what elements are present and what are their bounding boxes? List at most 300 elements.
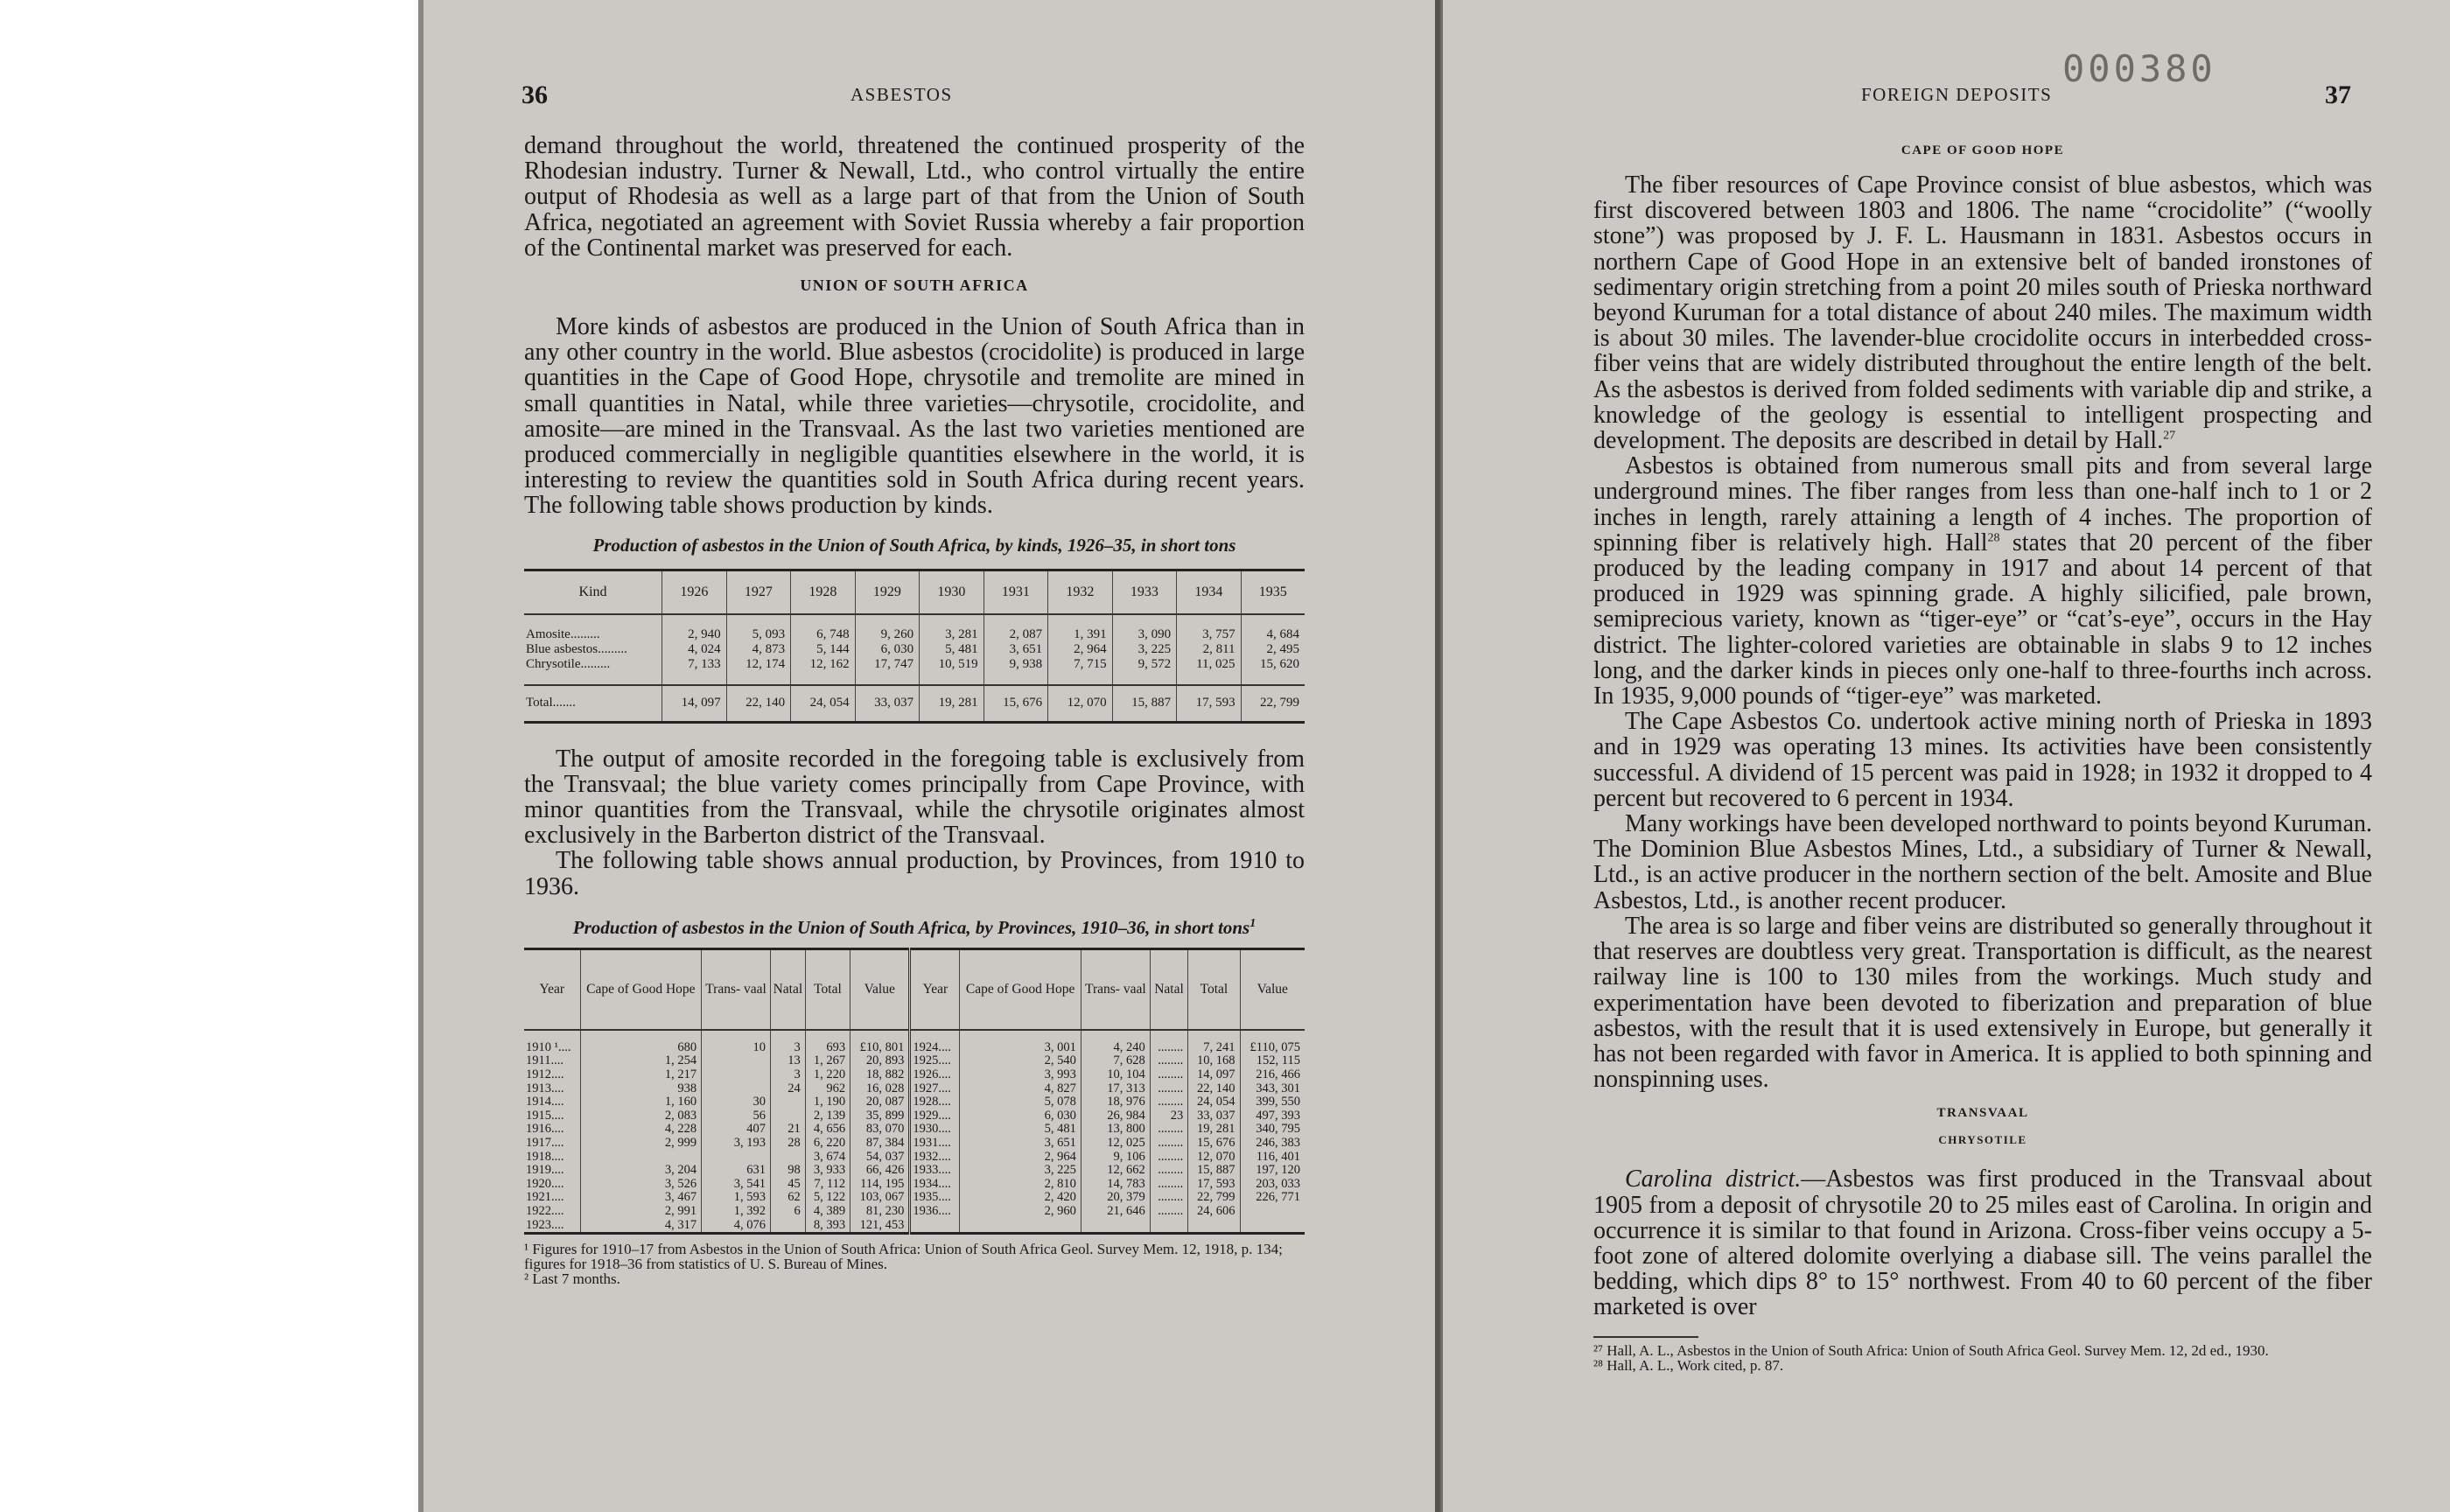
table-cell xyxy=(771,1110,806,1124)
t1-total-label: Total....... xyxy=(524,685,662,723)
table-cell: 17, 747 xyxy=(855,657,920,672)
table-cell xyxy=(702,1068,771,1082)
footnote: ²⁷ Hall, A. L., Asbestos in the Union of South Africa: Union of South Africa Geol. Survey Mem. 12, 2d ed., 1930. xyxy=(1593,1341,2269,1359)
t1-spacer-cell xyxy=(1112,614,1177,627)
table-cell xyxy=(1188,1219,1240,1234)
table-cell: 2, 991 xyxy=(580,1205,701,1219)
table-cell: ........ xyxy=(1150,1137,1187,1151)
table-row xyxy=(524,1219,1305,1234)
table-cell: 1924.... xyxy=(910,1041,960,1055)
table-cell: 45 xyxy=(771,1178,806,1192)
table-cell: £110, 075 xyxy=(1250,1040,1300,1054)
t1-spacer-cell xyxy=(726,614,791,627)
table-cell: 1, 267 xyxy=(805,1054,850,1068)
t1-spacer-cell xyxy=(524,672,662,685)
table-cell: ........ xyxy=(1150,1123,1187,1137)
paragraph-cape-2b: states that 20 percent of the fiber produced by the leading company in 1917 and about 14 percent of that produced in 1929 was spinning grade. A highly silicified, pale brown, semiprecious variety, known as “tiger-eye” or “cat’s-eye”, occurs in the Hay district. The lighter-colored varieties are obtainable in slabs 9 to 12 inches long, and the darker kinds in pieces only one-half to three-fourths inch across. In 1935, 9,000 pounds of “tiger-eye” was marketed. xyxy=(1593,528,2373,710)
table-row xyxy=(524,1191,1305,1205)
table-cell: 16, 028 xyxy=(850,1082,910,1096)
table-cell: 21 xyxy=(771,1123,806,1137)
table-cell: 4, 317 xyxy=(580,1219,701,1234)
paragraph-amosite: The output of amosite recorded in the foregoing table is exclusively from the Transvaal; the blue variety comes principally from Cape Province, with minor quantities from the Transvaal, while the chrysotile originates almost exclusively in the Barberton district of the Transvaal. xyxy=(524,745,1305,850)
table-cell: 343, 301 xyxy=(1256,1081,1300,1096)
table-cell: 103, 067 xyxy=(850,1191,910,1205)
t2-header: Year xyxy=(524,948,580,1030)
table-cell: 9, 106 xyxy=(1081,1151,1150,1165)
table-cell: 14, 097 xyxy=(662,685,727,723)
page-number: 37 xyxy=(2325,80,2351,109)
table-cell xyxy=(771,1096,806,1110)
paragraph-cape-4: Many workings have been developed northward to points beyond Kuruman. The Dominion Blue Asbestos Mines, Ltd., a subsidiary of Turner & Newall, Ltd., is an active producer in the northern section of the belt. Amosite and Blue Asbestos, Ltd., is another recent producer. xyxy=(1593,810,2372,914)
table-cell: 15, 676 xyxy=(984,685,1048,723)
table-row xyxy=(524,1123,1305,1137)
t2-spacer-cell xyxy=(1188,1030,1240,1041)
table-cell xyxy=(771,1219,806,1234)
t2-header: Total xyxy=(805,948,850,1030)
t1-header-year: 1927 xyxy=(726,570,791,614)
table-cell: 54, 037 xyxy=(850,1151,910,1165)
table-cell: 81, 230 xyxy=(850,1205,910,1219)
table-cell: 26, 984 xyxy=(1081,1110,1150,1124)
table-cell: 407 xyxy=(702,1123,771,1137)
left-page xyxy=(418,0,1435,1512)
table-cell: 197, 120 xyxy=(1256,1163,1300,1178)
table-cell: ........ xyxy=(1150,1164,1187,1178)
footnote: ¹ Figures for 1910–17 from Asbestos in the Union of South Africa: Union of South Africa Geol. Survey Mem. 12, 1918, p. 134; figures for 1918–36 from statistics of U. S. Bureau of Mines. xyxy=(524,1241,1283,1273)
t2-header: Total xyxy=(1188,948,1240,1030)
table-cell: 21, 646 xyxy=(1081,1205,1150,1219)
table-cell: 3, 674 xyxy=(805,1151,850,1165)
table-cell: 121, 453 xyxy=(850,1219,910,1234)
table-cell: 2, 999 xyxy=(580,1137,701,1151)
table-cell: 14, 783 xyxy=(1081,1178,1150,1192)
table-cell: ........ xyxy=(1150,1205,1187,1219)
table-cell: 5, 078 xyxy=(960,1096,1081,1110)
heading-chrysotile: CHRYSOTILE xyxy=(1938,1133,2027,1147)
table-cell xyxy=(910,1219,960,1234)
table-row xyxy=(524,642,1305,657)
table2-caption xyxy=(559,917,1270,939)
table-cell: 2, 540 xyxy=(960,1054,1081,1068)
t1-spacer-cell xyxy=(791,614,856,627)
paragraph-cape-2 xyxy=(1593,453,2372,709)
table-cell: 24, 606 xyxy=(1188,1205,1240,1219)
table-cell: 4, 024 xyxy=(662,642,727,657)
right-page xyxy=(1440,0,2450,1512)
table-cell: 7, 133 xyxy=(662,657,727,672)
table-cell: 24, 054 xyxy=(791,685,856,723)
table-cell: 4, 240 xyxy=(1081,1041,1150,1055)
t1-spacer-cell xyxy=(1177,614,1242,627)
t2-spacer-cell xyxy=(524,1030,580,1041)
table-cell: 1934.... xyxy=(910,1178,960,1192)
production-by-provinces-table xyxy=(524,948,1305,1235)
t1-row-label: Chrysotile......... xyxy=(524,657,662,672)
t1-spacer-row xyxy=(524,614,1305,627)
table-cell xyxy=(702,1082,771,1096)
table-cell: 2, 964 xyxy=(960,1151,1081,1165)
table-cell: 1, 391 xyxy=(1048,627,1113,642)
t1-spacer-cell xyxy=(524,614,662,627)
table-cell: 1923.... xyxy=(524,1219,580,1234)
table-cell xyxy=(580,1151,701,1165)
t2-spacer-cell xyxy=(771,1030,806,1041)
table-cell: 152, 115 xyxy=(1256,1054,1300,1068)
table-cell: 1, 190 xyxy=(805,1096,850,1110)
table-cell: 6, 030 xyxy=(855,642,920,657)
table-row xyxy=(524,1082,1305,1096)
table-cell: 9, 938 xyxy=(984,657,1048,672)
t2-spacer-row xyxy=(524,1030,1305,1041)
t1-header-year: 1934 xyxy=(1177,570,1242,614)
heading-cape-of-good-hope: CAPE OF GOOD HOPE xyxy=(1900,144,2065,158)
table-cell: 12, 162 xyxy=(791,657,856,672)
paragraph-cape-1 xyxy=(1593,172,2372,453)
table-cell: 5, 122 xyxy=(805,1191,850,1205)
table-cell: 1915.... xyxy=(524,1110,580,1124)
table-cell: 4, 873 xyxy=(726,642,791,657)
table-cell: 1930.... xyxy=(910,1123,960,1137)
t1-spacer-cell xyxy=(1177,672,1242,685)
table-cell: 1929.... xyxy=(910,1110,960,1124)
table-cell: 1910 ¹.... xyxy=(524,1041,580,1055)
heading-transvaal: TRANSVAAL xyxy=(1936,1106,2029,1121)
t2-spacer-cell xyxy=(580,1030,701,1041)
table-cell: 33, 037 xyxy=(855,685,920,723)
table-cell: 1, 254 xyxy=(580,1054,701,1068)
production-by-kinds-table xyxy=(524,569,1305,724)
table-cell: 15, 887 xyxy=(1112,685,1177,723)
t2-spacer-cell xyxy=(850,1030,910,1041)
table-cell xyxy=(960,1219,1081,1234)
t2-header: Value xyxy=(850,948,910,1030)
table-cell: 6, 748 xyxy=(791,627,856,642)
paragraph-cape-3: The Cape Asbestos Co. undertook active mining north of Prieska in 1893 and in 1929 was operating 13 mines. Its activities have been consistently successful. A dividend of 15 percent was paid in 1928; in 1932 it dropped to 4 percent but recovered to 6 percent in 1934. xyxy=(1593,708,2372,812)
table-cell: 4, 228 xyxy=(580,1123,701,1137)
table-cell: ........ xyxy=(1150,1041,1187,1055)
table-cell xyxy=(771,1151,806,1165)
table-cell: 1918.... xyxy=(524,1151,580,1165)
table-cell: 2, 810 xyxy=(960,1178,1081,1192)
t1-row-label: Amosite......... xyxy=(524,627,662,642)
table-cell: 62 xyxy=(771,1191,806,1205)
table-row xyxy=(524,1041,1305,1055)
table-cell: 399, 550 xyxy=(1256,1095,1300,1110)
table-cell: 19, 281 xyxy=(920,685,984,723)
table-cell: 5, 144 xyxy=(791,642,856,657)
table-cell: 6 xyxy=(771,1205,806,1219)
table1-caption: Production of asbestos in the Union of South Africa, by kinds, 1926–35, in short tons xyxy=(592,534,1236,556)
table-cell: 20, 379 xyxy=(1081,1191,1150,1205)
t1-header-year: 1929 xyxy=(855,570,920,614)
table-row xyxy=(524,1178,1305,1192)
right-footnotes xyxy=(1593,1343,2372,1373)
table-cell: 962 xyxy=(805,1082,850,1096)
table-cell: 12, 662 xyxy=(1081,1164,1150,1178)
table-cell: 1, 220 xyxy=(805,1068,850,1082)
table-cell: 3, 526 xyxy=(580,1178,701,1192)
t1-row-label: Blue asbestos......... xyxy=(524,642,662,657)
table-cell: 3 xyxy=(771,1068,806,1082)
table-cell: 246, 383 xyxy=(1256,1136,1300,1151)
t2-header: Cape of Good Hope xyxy=(960,948,1081,1030)
t1-header-year: 1935 xyxy=(1241,570,1305,614)
table-cell: 3, 933 xyxy=(805,1164,850,1178)
t2-spacer-cell xyxy=(1150,1030,1187,1041)
table2-caption-text: Production of asbestos in the Union of South Africa, by Provinces, 1910–36, in short tons xyxy=(572,916,1250,938)
t2-header: Cape of Good Hope xyxy=(580,948,701,1030)
t1-header-year: 1930 xyxy=(920,570,984,614)
t1-spacer-cell xyxy=(984,672,1048,685)
table-cell: 10 xyxy=(702,1041,771,1055)
t1-spacer-cell xyxy=(662,614,727,627)
table-cell: 1917.... xyxy=(524,1137,580,1151)
table-cell: 631 xyxy=(702,1164,771,1178)
table-cell: 7, 628 xyxy=(1081,1054,1150,1068)
table-cell: 2, 139 xyxy=(805,1110,850,1124)
table-cell: 3, 541 xyxy=(702,1178,771,1192)
page-number: 36 xyxy=(522,80,548,109)
table-cell: 22, 140 xyxy=(1188,1082,1240,1096)
table-cell: 22, 140 xyxy=(726,685,791,723)
table-cell: ........ xyxy=(1150,1068,1187,1082)
table-cell: 1927.... xyxy=(910,1082,960,1096)
paragraph-carolina xyxy=(1593,1166,2372,1320)
table-cell: 4, 656 xyxy=(805,1123,850,1137)
t1-header-year: 1933 xyxy=(1112,570,1177,614)
table-cell: 12, 070 xyxy=(1188,1151,1240,1165)
table-cell: 14, 097 xyxy=(1188,1068,1240,1082)
table-cell: 7, 241 xyxy=(1188,1041,1240,1055)
table-cell: 497, 393 xyxy=(1256,1108,1300,1123)
table-cell: 1911.... xyxy=(524,1054,580,1068)
table2-caption-note: 1 xyxy=(1250,916,1256,930)
table-cell: 3, 090 xyxy=(1112,627,1177,642)
t1-spacer-row xyxy=(524,672,1305,685)
table-cell: 1922.... xyxy=(524,1205,580,1219)
table-cell: 19, 281 xyxy=(1188,1123,1240,1137)
table-cell: 23 xyxy=(1150,1110,1187,1124)
table-cell: 680 xyxy=(580,1041,701,1055)
t2-header: Natal xyxy=(1150,948,1187,1030)
table-cell: 1931.... xyxy=(910,1137,960,1151)
table-cell: 1914.... xyxy=(524,1096,580,1110)
t2-spacer-cell xyxy=(960,1030,1081,1041)
table-cell: 18, 882 xyxy=(850,1068,910,1082)
table-cell: 3, 651 xyxy=(960,1137,1081,1151)
footnote-rule xyxy=(1593,1336,1698,1338)
table-cell xyxy=(1081,1219,1150,1234)
table-cell: 5, 093 xyxy=(726,627,791,642)
t1-header-year: 1928 xyxy=(791,570,856,614)
t1-spacer-cell xyxy=(1241,614,1305,627)
t1-spacer-cell xyxy=(1048,614,1113,627)
t2-header: Trans- vaal xyxy=(1081,948,1150,1030)
left-footnotes xyxy=(524,1242,1305,1286)
table-cell: 87, 384 xyxy=(850,1137,910,1151)
table-cell: 12, 025 xyxy=(1081,1137,1150,1151)
table-cell: 13, 800 xyxy=(1081,1123,1150,1137)
table-cell: ........ xyxy=(1150,1191,1187,1205)
t2-header: Value xyxy=(1240,948,1305,1030)
table-cell: 3, 993 xyxy=(960,1068,1081,1082)
table-cell: 1919.... xyxy=(524,1164,580,1178)
table-cell: 33, 037 xyxy=(1188,1110,1240,1124)
table-cell: 17, 593 xyxy=(1188,1178,1240,1192)
table-cell: 24, 054 xyxy=(1188,1096,1240,1110)
t1-spacer-cell xyxy=(855,672,920,685)
table-cell: 6, 220 xyxy=(805,1137,850,1151)
table-cell xyxy=(702,1151,771,1165)
t2-spacer-cell xyxy=(910,1030,960,1041)
t1-header-year: 1932 xyxy=(1048,570,1113,614)
table-cell: 3, 757 xyxy=(1177,627,1242,642)
paragraph-carolina-text: —Asbestos was first produced in the Transvaal about 1905 from a deposit of chrysotile 20 to 25 miles east of Carolina. In origin and occurrence it is similar to that found in Arizona. Cross-fiber veins occupy a 5-foot zone of altered dolomite overlying a diabase sill. The veins parallel the bedding, which dips 8° to 15° northwest. From 40 to 60 percent of the fiber marketed is over xyxy=(1593,1166,2372,1321)
t1-header-year: 1926 xyxy=(662,570,727,614)
table-cell: 17, 593 xyxy=(1177,685,1242,723)
table-cell: 1, 392 xyxy=(702,1205,771,1219)
table-cell: 2, 495 xyxy=(1266,641,1299,656)
paragraph-provinces: The following table shows annual production, by Provinces, from 1910 to 1936. xyxy=(524,847,1305,900)
table-cell: 22, 799 xyxy=(1188,1191,1240,1205)
right-text-column xyxy=(1593,144,2372,1373)
table-cell xyxy=(1150,1219,1187,1234)
table-cell: 3, 225 xyxy=(960,1164,1081,1178)
table-cell: 693 xyxy=(805,1041,850,1055)
table-row xyxy=(524,1054,1305,1068)
table-cell: 10, 168 xyxy=(1188,1054,1240,1068)
table-cell: 1928.... xyxy=(910,1096,960,1110)
table-cell: 2, 964 xyxy=(1048,642,1113,657)
table-cell: 3 xyxy=(771,1041,806,1055)
table-cell: 1933.... xyxy=(910,1164,960,1178)
table-cell: 17, 313 xyxy=(1081,1082,1150,1096)
table-cell: ........ xyxy=(1150,1151,1187,1165)
table-cell: 15, 676 xyxy=(1188,1137,1240,1151)
t1-spacer-cell xyxy=(1048,672,1113,685)
t2-spacer-cell xyxy=(805,1030,850,1041)
t2-header: Year xyxy=(910,948,960,1030)
table-cell: 116, 401 xyxy=(1256,1149,1300,1164)
table-cell xyxy=(1240,1205,1305,1219)
table-cell: 15, 620 xyxy=(1260,656,1299,671)
table-cell: 98 xyxy=(771,1164,806,1178)
t1-spacer-cell xyxy=(662,672,727,685)
table-cell: 66, 426 xyxy=(850,1164,910,1178)
table-row xyxy=(524,1096,1305,1110)
table-cell: ........ xyxy=(1150,1082,1187,1096)
table-cell xyxy=(702,1054,771,1068)
table-cell: 1920.... xyxy=(524,1178,580,1192)
table-row-total xyxy=(524,685,1305,723)
table-cell: 22, 799 xyxy=(1241,685,1305,723)
footnote: ²⁸ Hall, A. L., Work cited, p. 87. xyxy=(1593,1356,1784,1374)
table-cell: 1913.... xyxy=(524,1082,580,1096)
table-cell: 9, 572 xyxy=(1112,657,1177,672)
t2-spacer-cell xyxy=(1081,1030,1150,1041)
table-row xyxy=(524,1205,1305,1219)
table-cell: 28 xyxy=(771,1137,806,1151)
t1-spacer-cell xyxy=(920,614,984,627)
table-cell: 24 xyxy=(771,1082,806,1096)
t1-spacer-cell xyxy=(791,672,856,685)
table-cell: 1925.... xyxy=(910,1054,960,1068)
table-cell: 4, 827 xyxy=(960,1082,1081,1096)
t2-spacer-cell xyxy=(1240,1030,1305,1041)
t1-header-kind: Kind xyxy=(524,570,662,614)
table-cell: 3, 651 xyxy=(984,642,1048,657)
table-cell: 10, 104 xyxy=(1081,1068,1150,1082)
table-row xyxy=(524,1068,1305,1082)
table-cell: 1916.... xyxy=(524,1123,580,1137)
table-cell: 11, 025 xyxy=(1177,657,1242,672)
table-cell: 203, 033 xyxy=(1256,1176,1300,1191)
t1-spacer-cell xyxy=(984,614,1048,627)
table-cell: 5, 481 xyxy=(920,642,984,657)
carolina-lead: Carolina district. xyxy=(1625,1166,1802,1194)
table-cell: 15, 887 xyxy=(1188,1164,1240,1178)
table-cell: 114, 195 xyxy=(850,1178,910,1192)
paragraph-kinds: More kinds of asbestos are produced in the Union of South Africa than in any other country in the world. Blue asbestos (crocidolite) is produced in large quantities in the Cape of Good Hope, chrysotile and tremolite are mined in small quantities in Natal, while three varieties—chrysotile, crocidolite, and amosite—are mined in the Transvaal. As the last two varieties mentioned are produced commercially in negligible quantities elsewhere in the world, it is interesting to review the quantities sold in South Africa during recent years. The following table shows production by kinds. xyxy=(524,313,1305,520)
table-cell: 1935.... xyxy=(910,1191,960,1205)
table-cell: 4, 389 xyxy=(805,1205,850,1219)
table-cell: 56 xyxy=(702,1110,771,1124)
table-cell: 1912.... xyxy=(524,1068,580,1082)
t1-spacer-cell xyxy=(855,614,920,627)
table-cell: 1, 160 xyxy=(580,1096,701,1110)
table-row xyxy=(524,1151,1305,1165)
table-cell: 3, 467 xyxy=(580,1191,701,1205)
section-heading-union: UNION OF SOUTH AFRICA xyxy=(800,276,1029,295)
table-cell: 13 xyxy=(771,1054,806,1068)
t2-header: Natal xyxy=(771,948,806,1030)
table-cell: 3, 193 xyxy=(702,1137,771,1151)
table-cell: 226, 771 xyxy=(1256,1190,1300,1205)
running-head: FOREIGN DEPOSITS xyxy=(1861,84,2053,105)
table-cell: 2, 960 xyxy=(960,1205,1081,1219)
t1-header-year: 1931 xyxy=(984,570,1048,614)
paragraph-cape-2a: Asbestos is obtained from numerous small pits and from several large underground mines. The fiber ranges from less than one-half inch to 1 or 2 inches in length, rarely attaining a length of 4 inches. The proportion of spinning fiber is relatively high. Hall xyxy=(1593,452,2372,556)
table-cell: 1921.... xyxy=(524,1191,580,1205)
table-cell: ........ xyxy=(1150,1178,1187,1192)
table-cell: 2, 083 xyxy=(580,1110,701,1124)
table-cell: 5, 481 xyxy=(960,1123,1081,1137)
table-row xyxy=(524,1164,1305,1178)
table-cell: 1936.... xyxy=(910,1205,960,1219)
table-cell: 1, 593 xyxy=(702,1191,771,1205)
paragraph-cape-5: The area is so large and fiber veins are distributed so generally throughout it that reserves are doubtless very great. Transportation is difficult, as the nearest railway line is 100 to 130 miles from the workings. Much study and experimentation have been devoted to fiberization and preparation of blue asbestos, with the result that it is used extensively in Europe, but generally it has not been regarded with favor in America. It is applied to both spinning and nonspinning uses. xyxy=(1593,912,2372,1094)
table-cell: 3, 204 xyxy=(580,1164,701,1178)
table-cell: 9, 260 xyxy=(855,627,920,642)
table-cell: 12, 070 xyxy=(1048,685,1113,723)
table-row xyxy=(524,657,1305,672)
left-text-column xyxy=(524,133,1305,1286)
table-cell xyxy=(1240,1219,1305,1234)
running-head: ASBESTOS xyxy=(850,84,953,105)
table-cell: 18, 976 xyxy=(1081,1096,1150,1110)
table-cell: ........ xyxy=(1150,1096,1187,1110)
table-cell: 6, 030 xyxy=(960,1110,1081,1124)
t1-spacer-cell xyxy=(1241,672,1305,685)
table-cell: 2, 087 xyxy=(984,627,1048,642)
table-cell: 20, 893 xyxy=(850,1054,910,1068)
paragraph-cape-1-text: The fiber resources of Cape Province consist of blue asbestos, which was first discovered between 1803 and 1806. The name “crocidolite” (“woolly stone”) was proposed by J. F. L. Hausmann in 1831. Asbestos occurs in northern Cape of Good Hope in an extensive belt of banded ironstones of sedimentary origin stretching from a point 20 miles south of Prieska northward beyond Kuruman for a total distance of about 240 miles. The maximum width is about 30 miles. The lavender-blue crocidolite occurs in interbedded cross-fiber veins that are widely distributed throughout the entire length of the belt. As the asbestos is derived from folded sediments with variable dip and strike, a knowledge of the geology is essential to intelligent prospecting and development. The deposits are described in detail by Hall. xyxy=(1593,172,2372,455)
table-row xyxy=(524,627,1305,642)
table-cell: 12, 174 xyxy=(726,657,791,672)
table-cell: 30 xyxy=(702,1096,771,1110)
table-cell: 20, 087 xyxy=(850,1096,910,1110)
table-cell: ........ xyxy=(1150,1054,1187,1068)
